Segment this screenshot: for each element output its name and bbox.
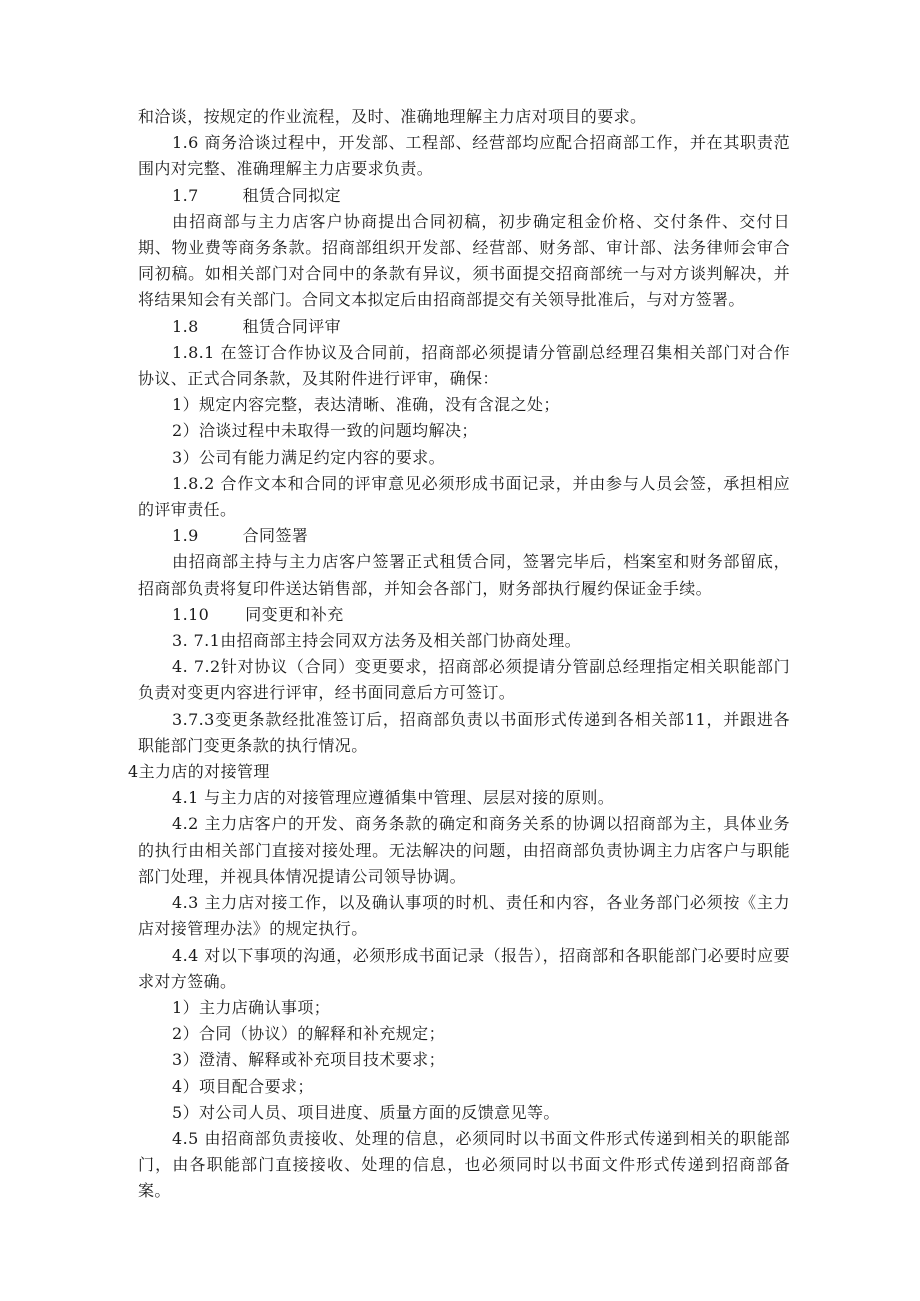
list-item: 3）澄清、解释或补充项目技术要求； — [172, 1050, 445, 1070]
clause-7-2: 4. 7.2针对协议（合同）变更要求，招商部必须提请分管副总经理指定相关职能部门负责对变更内容进行评审，经书面同意后方可签订。 — [138, 657, 790, 703]
paragraph-continuation: 和洽谈，按规定的作业流程，及时、准确地理解主力店对项目的要求。 — [138, 107, 647, 126]
heading-text: 合同签署 — [242, 526, 309, 546]
list-item: 5）对公司人员、项目进度、质量方面的反馈意见等。 — [172, 1102, 560, 1122]
section-heading-4: 4主力店的对接管理 — [128, 762, 270, 782]
list-item: 2）合同（协议）的解释和补充规定； — [172, 1024, 445, 1044]
document-body — [128, 104, 790, 1205]
clause-1-8-2: 1.8.2 合作文本和合同的评审意见必须形成书面记录，并由参与人员会签，承担相应的评审责任。 — [138, 473, 790, 520]
clause-7-1: 3. 7.1由招商部主持会同双方法务及相关部门协商处理。 — [172, 631, 581, 651]
list-item: 1）规定内容完整，表达清晰、准确，没有含混之处； — [172, 395, 560, 415]
list-item: 2）洽谈过程中未取得一致的问题均解决； — [172, 421, 478, 441]
heading-text: 同变更和补充 — [245, 604, 344, 624]
clause-1-8-1: 1.8.1 在签订合作协议及合同前，招商部必须提请分管副总经理召集相关部门对合作协议、正式合同条款，及其附件进行评审，确保： — [138, 342, 790, 389]
clause-4-2: 4.2 主力店客户的开发、商务条款的确定和商务关系的协调以招商部为主，具体业务的执行由相关部门直接对接处理。无法解决的问题，由招商部负责协调主力店客户与职能部门处理，并视具体情况提请公司领导协调。 — [138, 814, 790, 886]
heading-1-7 — [138, 183, 790, 209]
heading-number: 1.9 — [172, 526, 199, 546]
heading-number: 1.10 — [172, 604, 210, 624]
clause-3-7-3: 3.7.3变更条款经批准签订后，招商部负责以书面形式传递到各相关部11，并跟进各职能部门变更条款的执行情况。 — [138, 709, 790, 755]
heading-number: 1.8 — [172, 316, 199, 336]
clause-4-5: 4.5 由招商部负责接收、处理的信息，必须同时以书面文件形式传递到相关的职能部门，由各职能部门直接接收、处理的信息，也必须同时以书面文件形式传递到招商部备案。 — [138, 1128, 790, 1201]
clause-4-4: 4.4 对以下事项的沟通，必须形成书面记录（报告），招商部和各职能部门必要时应要求对方签确。 — [138, 945, 790, 991]
heading-text: 租赁合同拟定 — [242, 185, 342, 205]
clause-4-1: 4.1 与主力店的对接管理应遵循集中管理、层层对接的原则。 — [172, 788, 615, 808]
clause-1-6: 1.6 商务洽谈过程中，开发部、工程部、经营部均应配合招商部工作，并在其职责范围内对完整、准确理解主力店要求负责。 — [138, 133, 790, 179]
heading-text: 租赁合同评审 — [242, 316, 342, 336]
paragraph-contract-draft: 由招商部与主力店客户协商提出合同初稿，初步确定租金价格、交付条件、交付日期、物业费等商务条款。招商部组织开发部、经营部、财务部、审计部、法务律师会审合同初稿。如相关部门对合同中的条款有异议，须书面提交招商部统一与对方谈判解决，并将结果知会有关部门。合同文本拟定后由招商部提交有关领导批准后，与对方签署。 — [138, 211, 790, 310]
list-item: 1）主力店确认事项； — [172, 997, 331, 1017]
heading-number: 1.7 — [172, 185, 199, 205]
list-item: 3）公司有能力满足约定内容的要求。 — [172, 447, 445, 467]
paragraph-contract-signing: 由招商部主持与主力店客户签署正式租赁合同，签署完毕后，档案室和财务部留底，招商部负责将复印件送达销售部，并知会各部门，财务部执行履约保证金手续。 — [138, 552, 790, 598]
clause-4-3: 4.3 主力店对接工作，以及确认事项的时机、责任和内容，各业务部门必须按《主力店对接管理办法》的规定执行。 — [138, 893, 790, 939]
heading-1-8 — [138, 314, 790, 340]
heading-1-9 — [138, 523, 790, 549]
heading-1-10 — [138, 602, 790, 628]
list-item: 4）项目配合要求； — [172, 1076, 314, 1096]
